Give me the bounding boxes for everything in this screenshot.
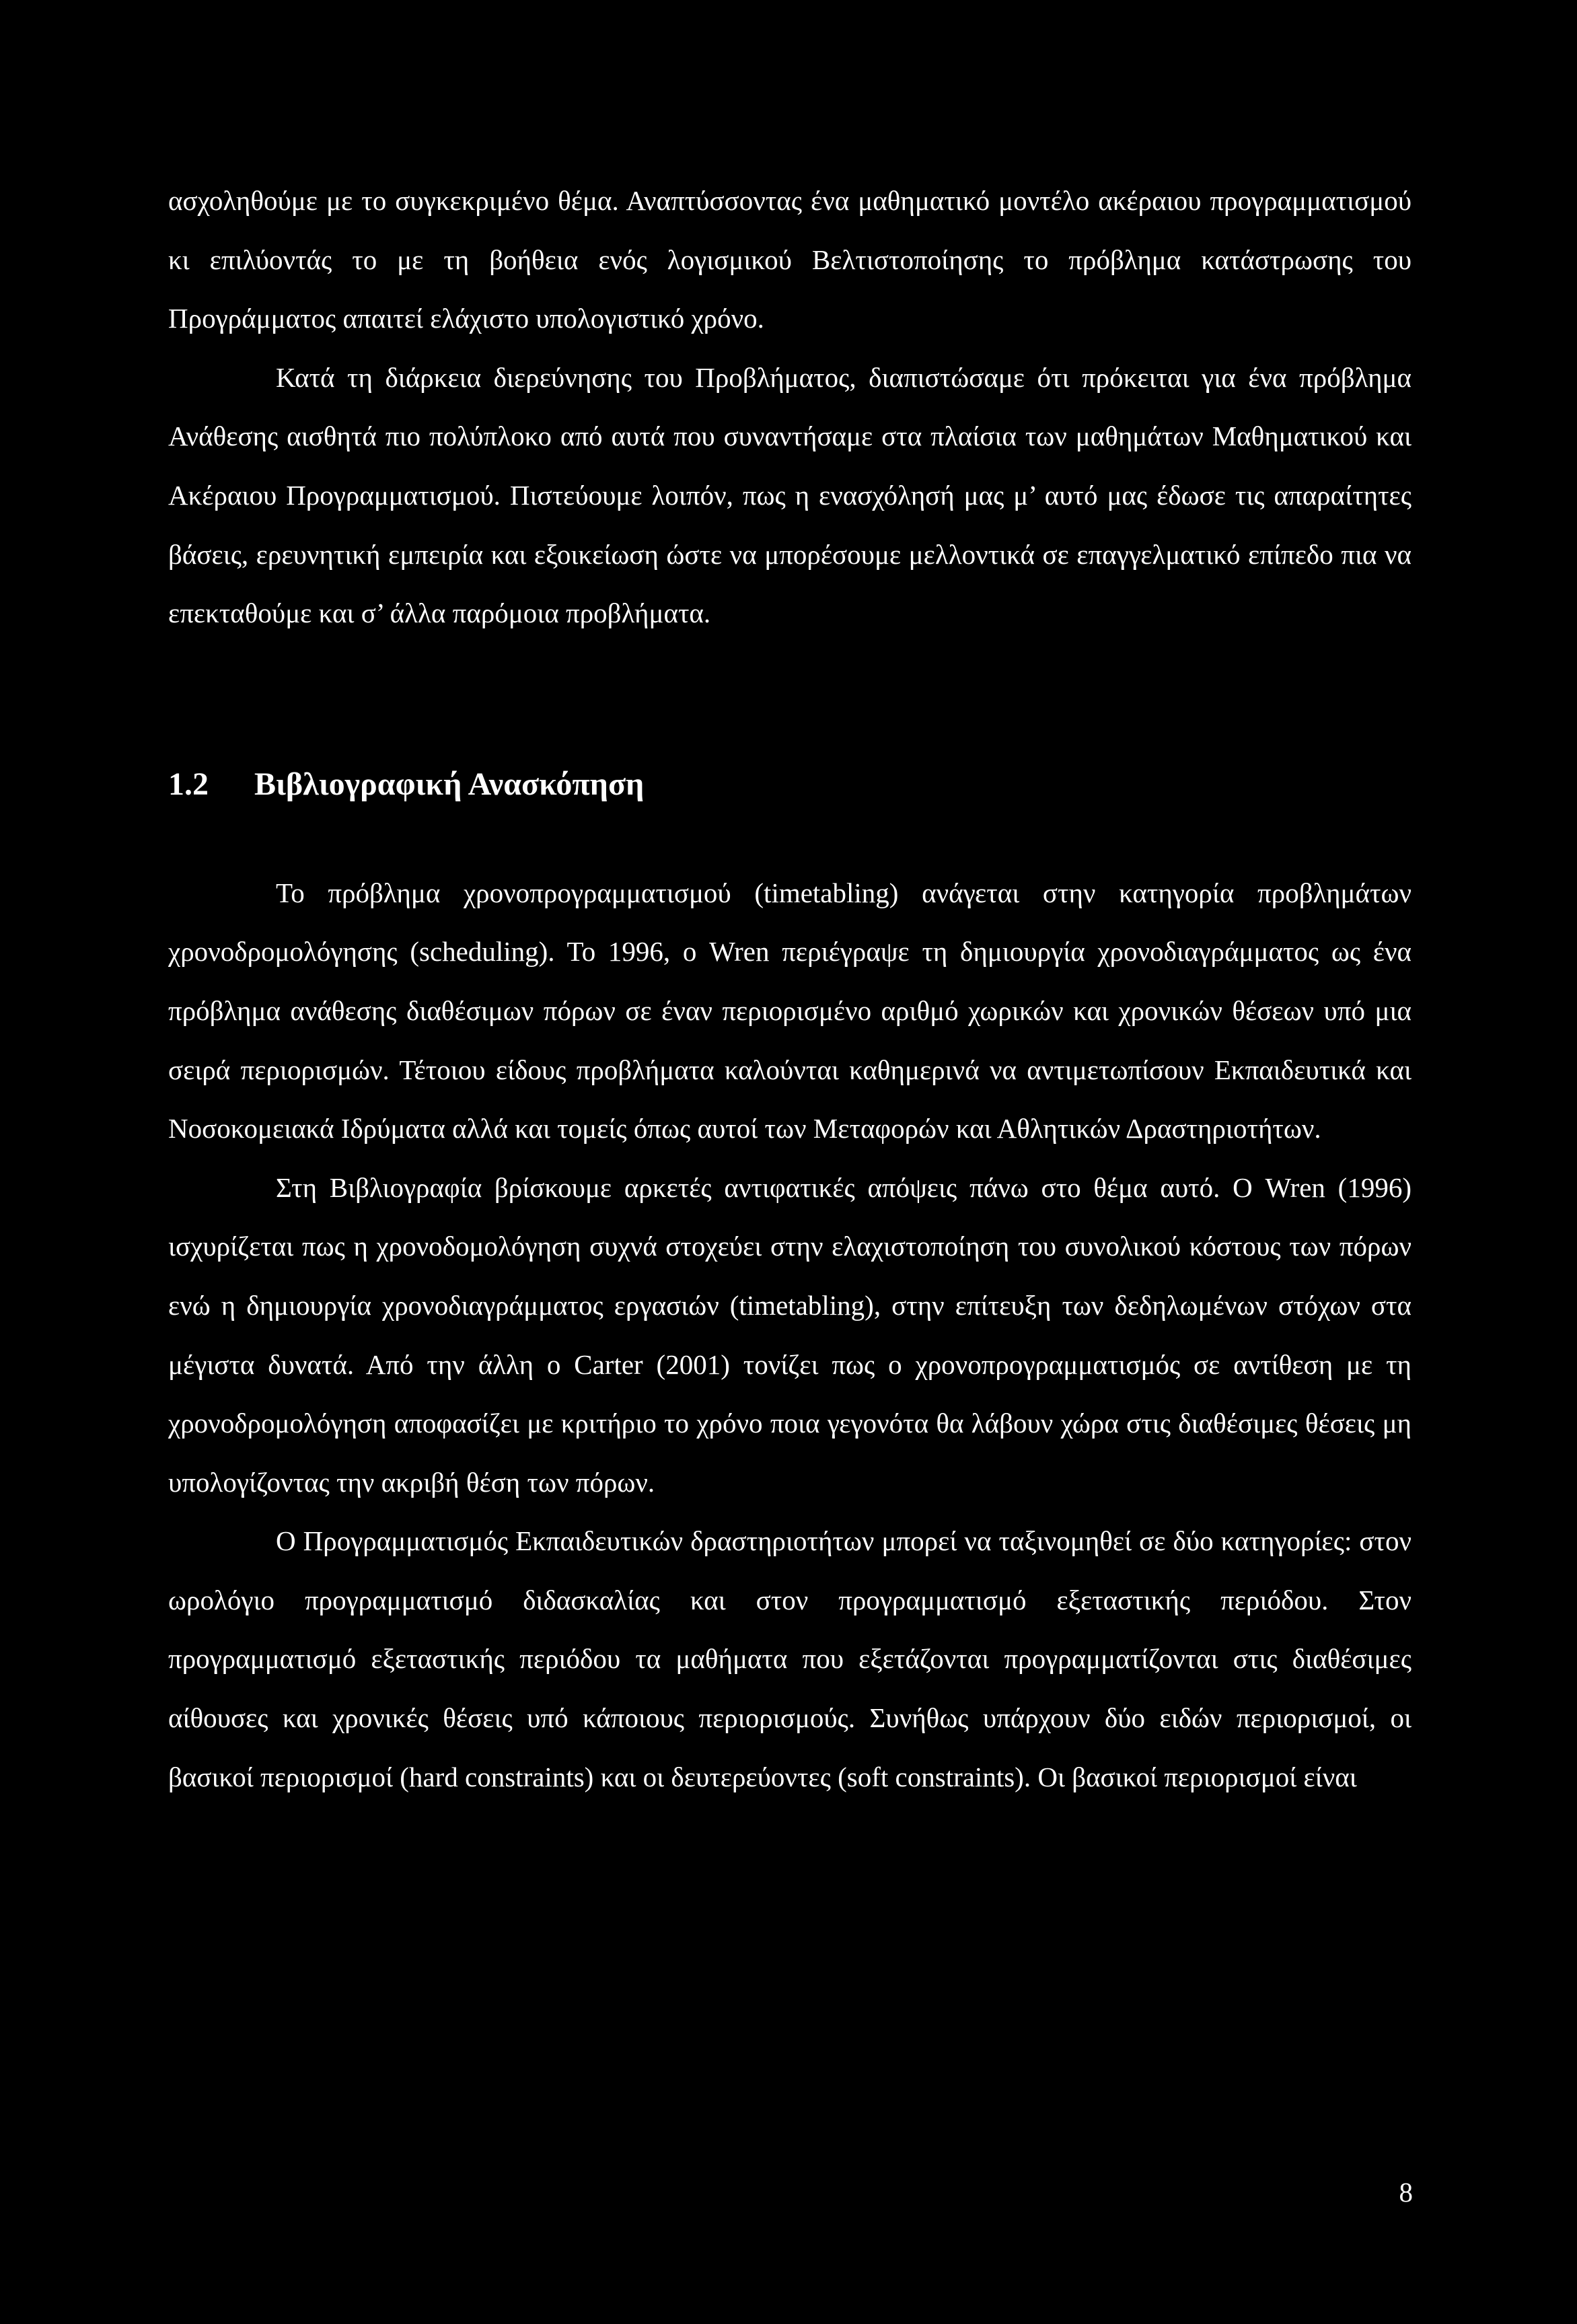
page-number: 8 (1399, 2177, 1413, 2208)
section-title: Βιβλιογραφική Ανασκόπηση (254, 766, 645, 802)
paragraph-educational-scheduling: Ο Προγραμματισμός Εκπαιδευτικών δραστηριοτήτων μπορεί να ταξινομηθεί σε δύο κατηγορίες: στον ωρολόγιο προγραμματισμό διδασκαλίας και στον προγραμματισμό εξεταστικής περιόδου. Στον προγραμματισμό εξεταστικής περιόδου τα μαθήματα που εξετάζονται προγραμματίζονται στις διαθέσιμες αίθουσες και χρονικές θέσεις υπό κάποιους περιορισμούς. Συνήθως υπάρχουν δύο ειδών περιορισμοί, οι βασικοί περιορισμοί (hard constraints) και οι δευτερεύοντες (soft constraints). Οι βασικοί περιορισμοί είναι (168, 1525, 1411, 1792)
paragraph-continuation: ασχοληθούμε με το συγκεκριμένο θέμα. Αναπτύσσοντας ένα μαθηματικό μοντέλο ακέραιου προγραμματισμού κι επιλύοντάς το με τη βοήθεια ενός λογισμικού Βελτιστοποίησης το πρόβλημα κατάστρωσης του Προγράμματος απαιτεί ελάχιστο υπολογιστικό χρόνο. (168, 185, 1411, 334)
paragraph-literature-views: Στη Βιβλιογραφία βρίσκουμε αρκετές αντιφατικές απόψεις πάνω στο θέμα αυτό. Ο Wren (1996) ισχυρίζεται πως η χρονοδομολόγηση συχνά στοχεύει στην ελαχιστοποίηση του συνολικού κόστους των πόρων ενώ η δημιουργία χρονοδιαγράμματος εργασιών (timetabling), στην επίτευξη των δεδηλωμένων στόχων στα μέγιστα δυνατά. Από την άλλη ο Carter (2001) τονίζει πως ο χρονοπρογραμματισμός σε αντίθεση με τη χρονοδρομολόγηση αποφασίζει με κριτήριο το χρόνο ποια γεγονότα θα λάβουν χώρα στις διαθέσιμες θέσεις μη υπολογίζοντας την ακριβή θέση των πόρων. (168, 1171, 1411, 1498)
section-number: 1.2 (168, 766, 209, 802)
section-heading (168, 751, 1411, 818)
document-page (168, 172, 1411, 1807)
paragraph-timetabling-intro: Το πρόβλημα χρονοπρογραμματισμού (timetabling) ανάγεται στην κατηγορία προβλημάτων χρονοδρομολόγησης (scheduling). Το 1996, ο Wren περιέγραψε τη δημιουργία χρονοδιαγράμματος ως ένα πρόβλημα ανάθεσης διαθέσιμων πόρων σε έναν περιορισμένο αριθμό χωρικών και χρονικών θέσεων υπό μια σειρά περιορισμών. Τέτοιου είδους προβλήματα καλούνται καθημερινά να αντιμετωπίσουν Εκπαιδευτικά και Νοσοκομειακά Ιδρύματα αλλά και τομείς όπως αυτοί των Μεταφορών και Αθλητικών Δραστηριοτήτων. (168, 877, 1411, 1145)
paragraph-investigation: Κατά τη διάρκεια διερεύνησης του Προβλήματος, διαπιστώσαμε ότι πρόκειται για ένα πρόβλημα Ανάθεσης αισθητά πιο πολύπλοκο από αυτά που συναντήσαμε στα πλαίσια των μαθημάτων Μαθηματικού και Ακέραιου Προγραμματισμού. Πιστεύουμε λοιπόν, πως η ενασχόλησή μας μ’ αυτό μας έδωσε τις απαραίτητες βάσεις, ερευνητική εμπειρία και εξοικείωση ώστε να μπορέσουμε μελλοντικά σε επαγγελματικό επίπεδο πια να επεκταθούμε και σ’ άλλα παρόμοια προβλήματα. (168, 361, 1411, 629)
